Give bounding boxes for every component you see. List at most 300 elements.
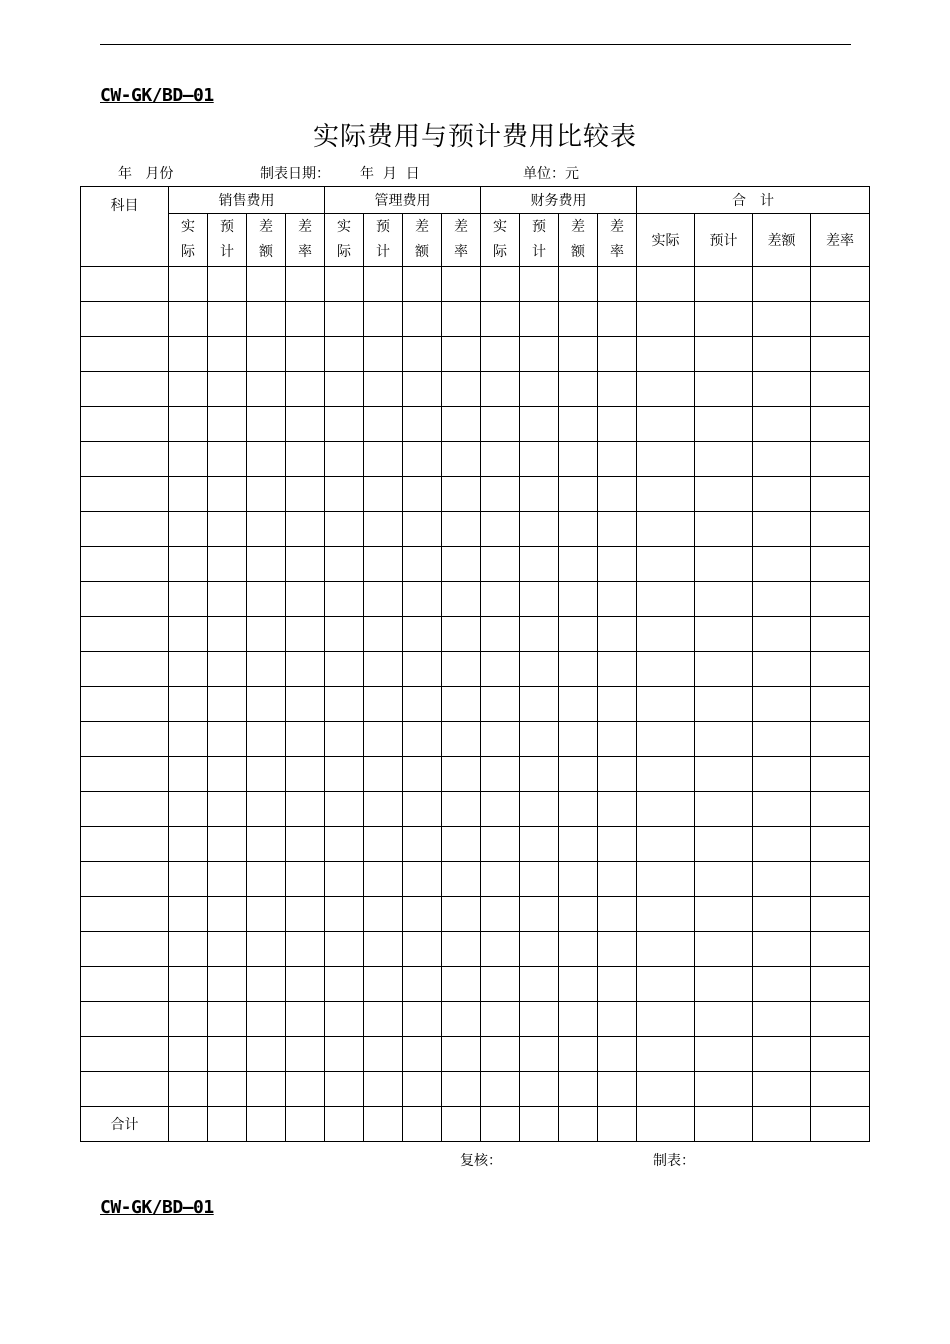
- table-cell[interactable]: [325, 442, 364, 477]
- table-cell[interactable]: [481, 547, 520, 582]
- table-cell[interactable]: [811, 722, 870, 757]
- table-cell[interactable]: [520, 897, 559, 932]
- table-cell[interactable]: [753, 897, 811, 932]
- table-cell[interactable]: [325, 1002, 364, 1037]
- table-cell[interactable]: [208, 582, 247, 617]
- table-cell[interactable]: [364, 967, 403, 1002]
- table-cell[interactable]: [208, 827, 247, 862]
- table-cell[interactable]: [695, 582, 753, 617]
- table-cell[interactable]: [286, 827, 325, 862]
- table-cell[interactable]: [364, 512, 403, 547]
- table-cell[interactable]: [481, 1002, 520, 1037]
- table-cell[interactable]: [247, 302, 286, 337]
- table-cell[interactable]: [325, 932, 364, 967]
- table-cell[interactable]: [169, 862, 208, 897]
- table-cell[interactable]: [169, 582, 208, 617]
- table-cell[interactable]: [481, 372, 520, 407]
- table-cell[interactable]: [695, 1002, 753, 1037]
- table-cell[interactable]: [811, 827, 870, 862]
- table-cell[interactable]: [364, 827, 403, 862]
- table-cell[interactable]: [695, 1072, 753, 1107]
- table-cell[interactable]: [364, 337, 403, 372]
- row-subject-cell[interactable]: [81, 862, 169, 897]
- table-cell[interactable]: [598, 617, 637, 652]
- row-subject-cell[interactable]: [81, 652, 169, 687]
- table-cell[interactable]: [325, 967, 364, 1002]
- table-cell[interactable]: [598, 757, 637, 792]
- table-cell[interactable]: [442, 582, 481, 617]
- table-cell[interactable]: [286, 337, 325, 372]
- table-cell[interactable]: [598, 267, 637, 302]
- table-cell[interactable]: [559, 372, 598, 407]
- table-cell[interactable]: [208, 442, 247, 477]
- table-cell[interactable]: [442, 512, 481, 547]
- table-cell[interactable]: [753, 617, 811, 652]
- table-cell[interactable]: [208, 337, 247, 372]
- table-cell[interactable]: [286, 407, 325, 442]
- table-cell[interactable]: [403, 267, 442, 302]
- table-cell[interactable]: [364, 1037, 403, 1072]
- table-cell[interactable]: [637, 1002, 695, 1037]
- table-cell[interactable]: [520, 862, 559, 897]
- table-cell[interactable]: [286, 757, 325, 792]
- table-cell[interactable]: [481, 477, 520, 512]
- table-cell[interactable]: [753, 792, 811, 827]
- table-cell[interactable]: [325, 267, 364, 302]
- table-cell[interactable]: [598, 687, 637, 722]
- table-cell[interactable]: [286, 862, 325, 897]
- table-cell[interactable]: [442, 337, 481, 372]
- table-cell[interactable]: [753, 477, 811, 512]
- table-cell[interactable]: [637, 827, 695, 862]
- table-cell[interactable]: [286, 617, 325, 652]
- table-cell[interactable]: [364, 687, 403, 722]
- table-cell[interactable]: [695, 932, 753, 967]
- table-cell[interactable]: [247, 1037, 286, 1072]
- table-cell[interactable]: [811, 1002, 870, 1037]
- table-cell[interactable]: [811, 372, 870, 407]
- table-cell[interactable]: [286, 897, 325, 932]
- table-cell[interactable]: [520, 967, 559, 1002]
- table-cell[interactable]: [598, 652, 637, 687]
- table-cell[interactable]: [520, 1037, 559, 1072]
- table-cell[interactable]: [753, 967, 811, 1002]
- table-cell[interactable]: [520, 582, 559, 617]
- table-cell[interactable]: [753, 407, 811, 442]
- table-cell[interactable]: [481, 1072, 520, 1107]
- table-cell[interactable]: [559, 652, 598, 687]
- table-cell[interactable]: [403, 302, 442, 337]
- table-cell[interactable]: [247, 442, 286, 477]
- table-cell[interactable]: [403, 1107, 442, 1142]
- table-cell[interactable]: [598, 722, 637, 757]
- table-cell[interactable]: [598, 862, 637, 897]
- table-cell[interactable]: [598, 512, 637, 547]
- table-cell[interactable]: [811, 512, 870, 547]
- row-subject-cell[interactable]: [81, 582, 169, 617]
- table-cell[interactable]: [753, 442, 811, 477]
- table-cell[interactable]: [559, 722, 598, 757]
- table-cell[interactable]: [364, 407, 403, 442]
- table-cell[interactable]: [208, 652, 247, 687]
- table-cell[interactable]: [208, 477, 247, 512]
- table-cell[interactable]: [637, 477, 695, 512]
- table-cell[interactable]: [442, 617, 481, 652]
- table-cell[interactable]: [753, 1072, 811, 1107]
- table-cell[interactable]: [442, 967, 481, 1002]
- table-cell[interactable]: [169, 547, 208, 582]
- table-cell[interactable]: [520, 407, 559, 442]
- table-cell[interactable]: [753, 337, 811, 372]
- table-cell[interactable]: [247, 1002, 286, 1037]
- table-cell[interactable]: [481, 897, 520, 932]
- table-cell[interactable]: [559, 827, 598, 862]
- table-cell[interactable]: [481, 652, 520, 687]
- table-cell[interactable]: [442, 372, 481, 407]
- table-cell[interactable]: [559, 512, 598, 547]
- table-cell[interactable]: [559, 687, 598, 722]
- table-cell[interactable]: [695, 372, 753, 407]
- table-cell[interactable]: [637, 967, 695, 1002]
- row-subject-cell[interactable]: [81, 302, 169, 337]
- table-cell[interactable]: [247, 372, 286, 407]
- table-cell[interactable]: [637, 1072, 695, 1107]
- table-cell[interactable]: [695, 407, 753, 442]
- table-cell[interactable]: [247, 792, 286, 827]
- table-cell[interactable]: [811, 617, 870, 652]
- table-cell[interactable]: [442, 757, 481, 792]
- table-cell[interactable]: [208, 267, 247, 302]
- row-subject-cell[interactable]: [81, 1072, 169, 1107]
- table-cell[interactable]: [247, 757, 286, 792]
- table-cell[interactable]: [598, 1037, 637, 1072]
- table-cell[interactable]: [325, 547, 364, 582]
- table-cell[interactable]: [325, 1107, 364, 1142]
- table-cell[interactable]: [403, 372, 442, 407]
- table-cell[interactable]: [364, 582, 403, 617]
- table-cell[interactable]: [208, 897, 247, 932]
- table-cell[interactable]: [247, 617, 286, 652]
- table-cell[interactable]: [403, 337, 442, 372]
- table-cell[interactable]: [559, 967, 598, 1002]
- row-subject-cell[interactable]: [81, 512, 169, 547]
- table-cell[interactable]: [520, 792, 559, 827]
- table-cell[interactable]: [753, 302, 811, 337]
- table-cell[interactable]: [520, 1002, 559, 1037]
- row-subject-cell[interactable]: [81, 547, 169, 582]
- table-cell[interactable]: [286, 932, 325, 967]
- table-cell[interactable]: [403, 617, 442, 652]
- table-cell[interactable]: [247, 722, 286, 757]
- table-cell[interactable]: [403, 442, 442, 477]
- table-cell[interactable]: [403, 792, 442, 827]
- table-cell[interactable]: [695, 477, 753, 512]
- table-cell[interactable]: [169, 1002, 208, 1037]
- table-cell[interactable]: [520, 477, 559, 512]
- table-cell[interactable]: [695, 547, 753, 582]
- row-subject-cell[interactable]: [81, 757, 169, 792]
- table-cell[interactable]: [247, 477, 286, 512]
- table-cell[interactable]: [208, 862, 247, 897]
- table-cell[interactable]: [811, 1072, 870, 1107]
- table-cell[interactable]: [403, 477, 442, 512]
- table-cell[interactable]: [637, 267, 695, 302]
- table-cell[interactable]: [811, 757, 870, 792]
- table-cell[interactable]: [364, 1072, 403, 1107]
- table-cell[interactable]: [695, 267, 753, 302]
- table-cell[interactable]: [637, 512, 695, 547]
- row-subject-cell[interactable]: [81, 897, 169, 932]
- table-cell[interactable]: [559, 477, 598, 512]
- table-cell[interactable]: [403, 862, 442, 897]
- table-cell[interactable]: [811, 407, 870, 442]
- table-cell[interactable]: [208, 1037, 247, 1072]
- table-cell[interactable]: [442, 477, 481, 512]
- table-cell[interactable]: [520, 722, 559, 757]
- table-cell[interactable]: [753, 1107, 811, 1142]
- table-cell[interactable]: [286, 512, 325, 547]
- table-cell[interactable]: [403, 512, 442, 547]
- table-cell[interactable]: [695, 792, 753, 827]
- table-cell[interactable]: [169, 757, 208, 792]
- table-cell[interactable]: [286, 302, 325, 337]
- table-cell[interactable]: [598, 1072, 637, 1107]
- table-cell[interactable]: [637, 792, 695, 827]
- table-cell[interactable]: [325, 407, 364, 442]
- table-cell[interactable]: [753, 827, 811, 862]
- table-cell[interactable]: [695, 827, 753, 862]
- table-cell[interactable]: [247, 407, 286, 442]
- table-cell[interactable]: [208, 932, 247, 967]
- table-cell[interactable]: [325, 862, 364, 897]
- table-cell[interactable]: [247, 1107, 286, 1142]
- table-cell[interactable]: [811, 1107, 870, 1142]
- table-cell[interactable]: [481, 757, 520, 792]
- table-cell[interactable]: [481, 722, 520, 757]
- table-cell[interactable]: [208, 1002, 247, 1037]
- table-cell[interactable]: [559, 337, 598, 372]
- table-cell[interactable]: [481, 337, 520, 372]
- table-cell[interactable]: [695, 862, 753, 897]
- table-cell[interactable]: [637, 932, 695, 967]
- table-cell[interactable]: [520, 652, 559, 687]
- table-cell[interactable]: [325, 372, 364, 407]
- table-cell[interactable]: [598, 897, 637, 932]
- table-cell[interactable]: [559, 407, 598, 442]
- table-cell[interactable]: [208, 722, 247, 757]
- table-cell[interactable]: [364, 302, 403, 337]
- table-cell[interactable]: [559, 1072, 598, 1107]
- table-cell[interactable]: [208, 547, 247, 582]
- table-cell[interactable]: [364, 897, 403, 932]
- table-cell[interactable]: [442, 1002, 481, 1037]
- table-cell[interactable]: [481, 512, 520, 547]
- table-cell[interactable]: [169, 792, 208, 827]
- table-cell[interactable]: [208, 792, 247, 827]
- table-cell[interactable]: [753, 267, 811, 302]
- table-cell[interactable]: [286, 582, 325, 617]
- table-cell[interactable]: [325, 337, 364, 372]
- table-cell[interactable]: [695, 442, 753, 477]
- table-cell[interactable]: [403, 897, 442, 932]
- table-cell[interactable]: [364, 477, 403, 512]
- table-cell[interactable]: [695, 652, 753, 687]
- table-cell[interactable]: [286, 1037, 325, 1072]
- table-cell[interactable]: [325, 897, 364, 932]
- table-cell[interactable]: [637, 547, 695, 582]
- table-cell[interactable]: [169, 512, 208, 547]
- table-cell[interactable]: [481, 862, 520, 897]
- table-cell[interactable]: [695, 967, 753, 1002]
- table-cell[interactable]: [637, 757, 695, 792]
- table-cell[interactable]: [811, 582, 870, 617]
- table-cell[interactable]: [247, 582, 286, 617]
- table-cell[interactable]: [325, 302, 364, 337]
- table-cell[interactable]: [637, 1107, 695, 1142]
- table-cell[interactable]: [169, 897, 208, 932]
- table-cell[interactable]: [325, 1072, 364, 1107]
- table-cell[interactable]: [481, 792, 520, 827]
- table-cell[interactable]: [481, 827, 520, 862]
- table-cell[interactable]: [520, 1107, 559, 1142]
- table-cell[interactable]: [559, 442, 598, 477]
- table-cell[interactable]: [811, 687, 870, 722]
- table-cell[interactable]: [364, 1107, 403, 1142]
- table-cell[interactable]: [559, 932, 598, 967]
- table-cell[interactable]: [753, 757, 811, 792]
- table-cell[interactable]: [481, 967, 520, 1002]
- table-cell[interactable]: [695, 512, 753, 547]
- row-subject-cell[interactable]: [81, 722, 169, 757]
- table-cell[interactable]: [811, 442, 870, 477]
- table-cell[interactable]: [325, 757, 364, 792]
- table-cell[interactable]: [286, 547, 325, 582]
- table-cell[interactable]: [481, 932, 520, 967]
- table-cell[interactable]: [286, 687, 325, 722]
- table-cell[interactable]: [286, 442, 325, 477]
- table-cell[interactable]: [811, 1037, 870, 1072]
- table-cell[interactable]: [695, 617, 753, 652]
- table-cell[interactable]: [637, 372, 695, 407]
- row-subject-cell[interactable]: [81, 687, 169, 722]
- row-subject-cell[interactable]: [81, 477, 169, 512]
- table-cell[interactable]: [325, 792, 364, 827]
- table-cell[interactable]: [442, 302, 481, 337]
- table-cell[interactable]: [442, 792, 481, 827]
- table-cell[interactable]: [169, 687, 208, 722]
- table-cell[interactable]: [325, 722, 364, 757]
- table-cell[interactable]: [481, 1037, 520, 1072]
- table-cell[interactable]: [286, 792, 325, 827]
- table-cell[interactable]: [753, 932, 811, 967]
- table-cell[interactable]: [559, 862, 598, 897]
- table-cell[interactable]: [247, 1072, 286, 1107]
- table-cell[interactable]: [598, 477, 637, 512]
- table-cell[interactable]: [637, 617, 695, 652]
- table-cell[interactable]: [364, 722, 403, 757]
- table-cell[interactable]: [247, 932, 286, 967]
- table-cell[interactable]: [286, 722, 325, 757]
- table-cell[interactable]: [286, 1072, 325, 1107]
- table-cell[interactable]: [637, 722, 695, 757]
- table-cell[interactable]: [403, 757, 442, 792]
- table-cell[interactable]: [403, 687, 442, 722]
- table-cell[interactable]: [169, 477, 208, 512]
- table-cell[interactable]: [247, 267, 286, 302]
- table-cell[interactable]: [286, 1002, 325, 1037]
- table-cell[interactable]: [481, 582, 520, 617]
- table-cell[interactable]: [520, 372, 559, 407]
- table-cell[interactable]: [637, 1037, 695, 1072]
- table-cell[interactable]: [520, 442, 559, 477]
- table-cell[interactable]: [598, 1107, 637, 1142]
- table-cell[interactable]: [559, 1002, 598, 1037]
- table-cell[interactable]: [481, 407, 520, 442]
- table-cell[interactable]: [169, 372, 208, 407]
- table-cell[interactable]: [364, 442, 403, 477]
- table-cell[interactable]: [753, 372, 811, 407]
- table-cell[interactable]: [520, 1072, 559, 1107]
- table-cell[interactable]: [169, 617, 208, 652]
- table-cell[interactable]: [247, 687, 286, 722]
- table-cell[interactable]: [559, 1037, 598, 1072]
- table-cell[interactable]: [403, 1002, 442, 1037]
- table-cell[interactable]: [286, 652, 325, 687]
- table-cell[interactable]: [169, 302, 208, 337]
- table-cell[interactable]: [208, 687, 247, 722]
- table-cell[interactable]: [442, 722, 481, 757]
- table-cell[interactable]: [364, 792, 403, 827]
- table-cell[interactable]: [442, 1107, 481, 1142]
- table-cell[interactable]: [169, 442, 208, 477]
- table-cell[interactable]: [598, 1002, 637, 1037]
- table-cell[interactable]: [325, 827, 364, 862]
- table-cell[interactable]: [247, 512, 286, 547]
- table-cell[interactable]: [286, 267, 325, 302]
- table-cell[interactable]: [481, 267, 520, 302]
- table-cell[interactable]: [753, 547, 811, 582]
- table-cell[interactable]: [169, 652, 208, 687]
- table-cell[interactable]: [520, 547, 559, 582]
- table-cell[interactable]: [811, 547, 870, 582]
- table-cell[interactable]: [325, 477, 364, 512]
- table-cell[interactable]: [520, 617, 559, 652]
- table-cell[interactable]: [481, 1107, 520, 1142]
- table-cell[interactable]: [559, 547, 598, 582]
- table-cell[interactable]: [403, 827, 442, 862]
- table-cell[interactable]: [753, 687, 811, 722]
- table-cell[interactable]: [169, 932, 208, 967]
- table-cell[interactable]: [442, 407, 481, 442]
- row-subject-cell[interactable]: [81, 337, 169, 372]
- table-cell[interactable]: [695, 1107, 753, 1142]
- table-cell[interactable]: [598, 792, 637, 827]
- table-cell[interactable]: [637, 897, 695, 932]
- table-cell[interactable]: [403, 1072, 442, 1107]
- table-cell[interactable]: [169, 407, 208, 442]
- table-cell[interactable]: [559, 792, 598, 827]
- table-cell[interactable]: [364, 372, 403, 407]
- table-cell[interactable]: [637, 302, 695, 337]
- table-cell[interactable]: [442, 862, 481, 897]
- table-cell[interactable]: [364, 1002, 403, 1037]
- table-cell[interactable]: [695, 1037, 753, 1072]
- table-cell[interactable]: [695, 337, 753, 372]
- table-cell[interactable]: [559, 302, 598, 337]
- table-cell[interactable]: [481, 687, 520, 722]
- table-cell[interactable]: [247, 337, 286, 372]
- table-cell[interactable]: [753, 862, 811, 897]
